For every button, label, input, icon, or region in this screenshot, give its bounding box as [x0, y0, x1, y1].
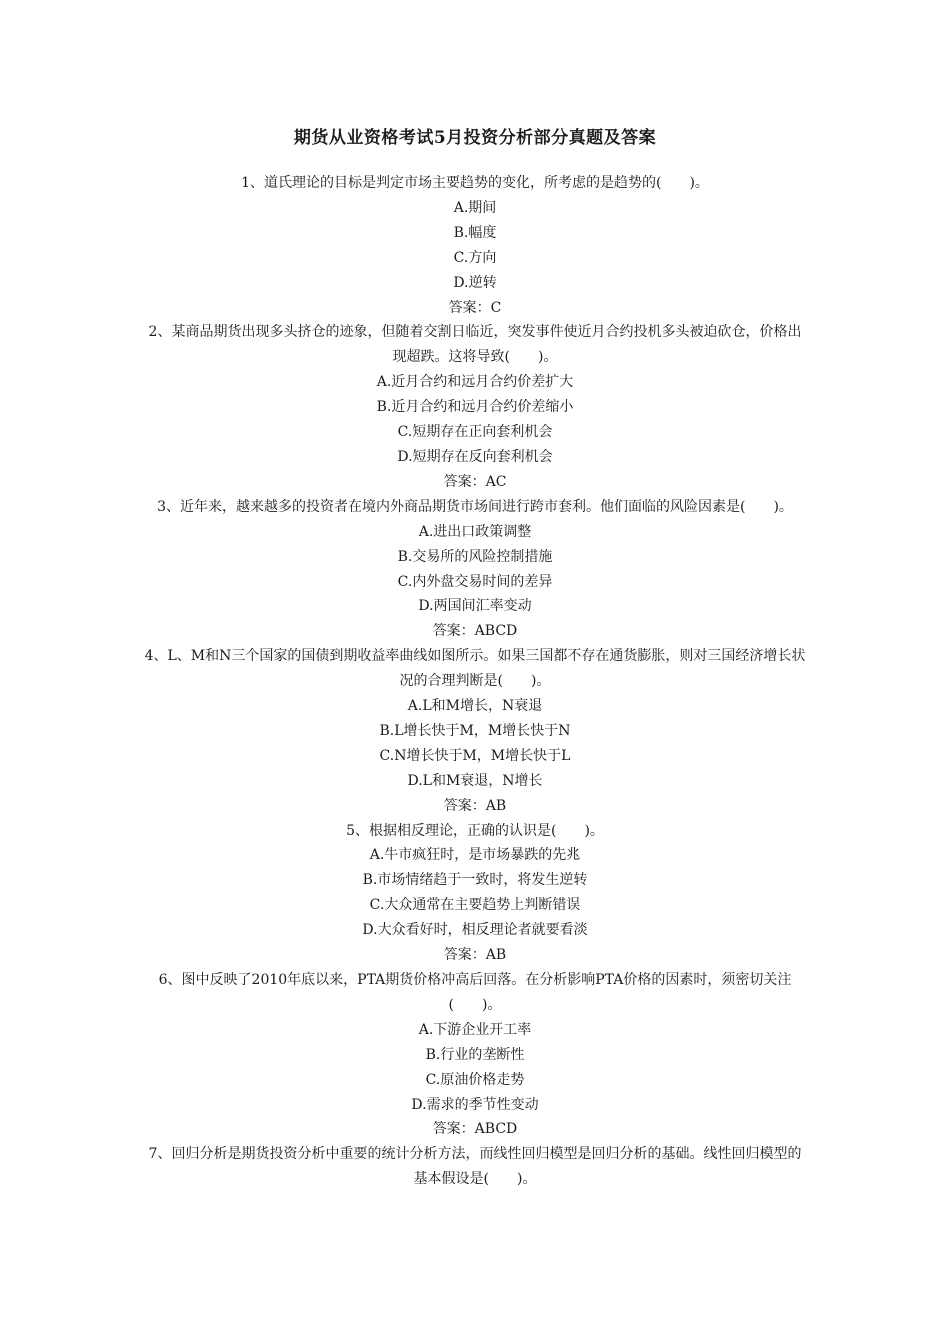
option-a: A.L和M增长，N衰退 — [407, 698, 543, 715]
option-d: D.短期存在反向套利机会 — [397, 448, 553, 465]
question-stem: 3、近年来，越来越多的投资者在境内外商品期货市场间进行跨市套利。他们面临的风险因素是( )。 — [157, 498, 793, 515]
answer-line: 答案：ABCD — [432, 623, 518, 640]
option-b: B.近月合约和远月合约价差缩小 — [376, 399, 574, 416]
option-d: D.需求的季节性变动 — [411, 1096, 539, 1113]
option-a: A.进出口政策调整 — [418, 523, 532, 540]
answer-line: 答案：AC — [443, 473, 507, 490]
question-stem: 4、L、M和N三个国家的国债到期收益率曲线如图所示。如果三国都不存在通货膨胀，则对三国经济增长状况的合理判断是( )。 — [144, 648, 806, 690]
option-c: C.大众通常在主要趋势上判断错误 — [369, 897, 581, 914]
answer-line: 答案：AB — [443, 797, 507, 814]
option-c: C.方向 — [453, 249, 497, 266]
answer-line: 答案：C — [448, 299, 502, 316]
answer-line: 答案：ABCD — [432, 1121, 518, 1138]
option-c: C.原油价格走势 — [425, 1071, 525, 1088]
option-a: A.期间 — [453, 199, 497, 216]
option-c: C.内外盘交易时间的差异 — [397, 573, 553, 590]
option-c: C.N增长快于M，M增长快于L — [379, 747, 571, 764]
option-a: A.近月合约和远月合约价差扩大 — [376, 374, 574, 391]
option-a: A.下游企业开工率 — [418, 1021, 532, 1038]
option-b: B.市场情绪趋于一致时，将发生逆转 — [362, 872, 588, 889]
option-b: B.交易所的风险控制措施 — [397, 548, 553, 565]
option-d: D.两国间汇率变动 — [418, 598, 532, 615]
answer-line: 答案：AB — [443, 947, 507, 964]
option-a: A.牛市疯狂时，是市场暴跌的先兆 — [369, 847, 581, 864]
option-c: C.短期存在正向套利机会 — [397, 424, 553, 441]
question-stem: 2、某商品期货出现多头挤仓的迹象，但随着交割日临近，突发事件使近月合约投机多头被迫砍仓，价格出现超跌。这将导致( )。 — [148, 324, 802, 366]
question-stem: 7、回归分析是期货投资分析中重要的统计分析方法，而线性回归模型是回归分析的基础。线性回归模型的基本假设是( )。 — [148, 1146, 802, 1188]
option-d: D.大众看好时，相反理论者就要看淡 — [362, 922, 588, 939]
option-b: B.L增长快于M，M增长快于N — [379, 722, 571, 739]
option-d: D.逆转 — [453, 274, 497, 291]
document-body — [142, 171, 808, 1192]
question-stem: 5、根据相反理论，正确的认识是( )。 — [346, 822, 604, 839]
option-d: D.L和M衰退，N增长 — [407, 772, 543, 789]
option-b: B.行业的垄断性 — [425, 1046, 525, 1063]
option-b: B.幅度 — [453, 224, 497, 241]
document-title: 期货从业资格考试5月投资分析部分真题及答案 — [293, 128, 657, 148]
question-stem: 1、道氏理论的目标是判定市场主要趋势的变化，所考虑的是趋势的( )。 — [241, 175, 709, 191]
question-stem: 6、图中反映了2010年底以来，PTA期货价格冲高后回落。在分析影响PTA价格的因素时，须密切关注( )。 — [158, 972, 792, 1013]
